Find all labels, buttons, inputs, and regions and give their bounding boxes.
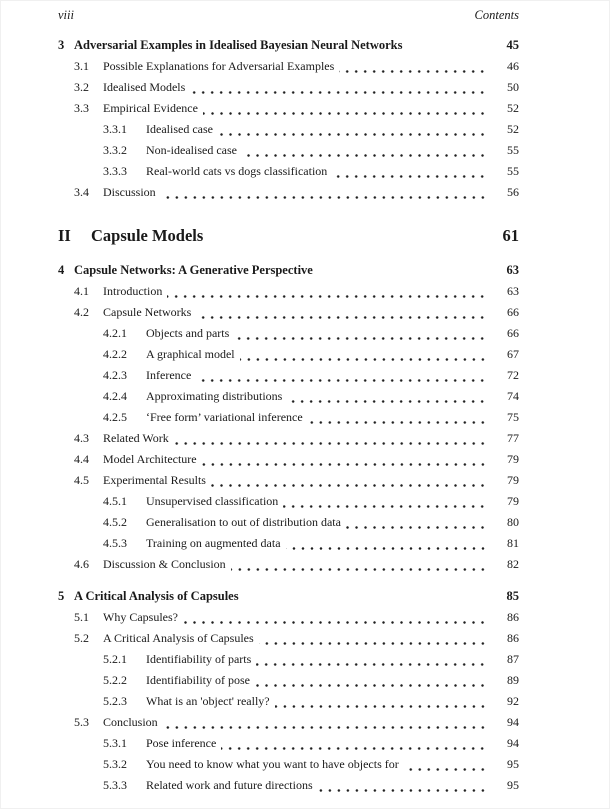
toc-entry-3.3.1[interactable] bbox=[58, 119, 519, 140]
dot-leader-icon bbox=[196, 365, 487, 386]
toc-entry-4.2.4[interactable] bbox=[58, 386, 519, 407]
dot-leader-icon bbox=[163, 712, 487, 733]
dot-leader-icon bbox=[332, 161, 487, 182]
toc-entry-title: Introduction bbox=[103, 284, 163, 298]
toc-entry-title: Idealised Models bbox=[103, 80, 186, 94]
toc-entry-5.2[interactable] bbox=[58, 628, 519, 649]
toc-entry-4.2.3[interactable] bbox=[58, 365, 519, 386]
toc-entry-title: Empirical Evidence bbox=[103, 101, 198, 115]
toc-entry-number: 4 bbox=[58, 263, 65, 277]
toc-entry-5.3.1[interactable] bbox=[58, 733, 519, 754]
toc-entry-page: 66 bbox=[507, 326, 519, 340]
dot-leader-icon bbox=[318, 260, 487, 281]
toc-entry-number: 3.1 bbox=[74, 59, 89, 73]
toc-entry-page: 79 bbox=[507, 452, 519, 466]
toc-entry-page: 46 bbox=[507, 59, 519, 73]
dot-leader-icon bbox=[231, 554, 487, 575]
toc-entry-title: Training on augmented data bbox=[146, 536, 281, 550]
dot-leader-icon bbox=[218, 119, 487, 140]
toc-entry-number: 5.2.1 bbox=[103, 652, 127, 666]
dot-leader-icon bbox=[255, 670, 487, 691]
toc-entry-number: 4.2.1 bbox=[103, 326, 127, 340]
toc-entry-4.2.2[interactable] bbox=[58, 344, 519, 365]
toc-entry-title: Discussion & Conclusion bbox=[103, 557, 226, 571]
toc-entry-4.5.1[interactable] bbox=[58, 491, 519, 512]
toc-entry-5[interactable] bbox=[58, 586, 519, 607]
toc-entry-title: You need to know what you want to have objects for bbox=[146, 757, 399, 771]
toc-entry-page: 87 bbox=[507, 652, 519, 666]
dot-leader-icon bbox=[259, 628, 487, 649]
toc-entry-4.5[interactable] bbox=[58, 470, 519, 491]
toc-entry-title: Pose inference bbox=[146, 736, 217, 750]
page-number-roman: viii bbox=[58, 8, 74, 22]
toc-entry-4.2.1[interactable] bbox=[58, 323, 519, 344]
toc-entry-number: 3 bbox=[58, 38, 65, 52]
toc-entry-title: A graphical model bbox=[146, 347, 235, 361]
dot-leader-icon bbox=[221, 733, 487, 754]
toc-entry-page: 52 bbox=[507, 122, 519, 136]
toc-entry-number: 3.4 bbox=[74, 185, 89, 199]
toc-entry-4.2[interactable] bbox=[58, 302, 519, 323]
toc-entry-number: 5.2.3 bbox=[103, 694, 127, 708]
running-header bbox=[58, 7, 519, 23]
toc-entry-title: Inference bbox=[146, 368, 192, 382]
toc-entry-page: 80 bbox=[507, 515, 519, 529]
toc-entry-title: Unsupervised classification bbox=[146, 494, 279, 508]
dot-leader-icon bbox=[240, 344, 487, 365]
toc-entry-4.4[interactable] bbox=[58, 449, 519, 470]
toc-entry-title: Capsule Networks bbox=[103, 305, 192, 319]
toc-entry-title: ‘Free form’ variational inference bbox=[146, 410, 303, 424]
toc-entry-4.2.5[interactable] bbox=[58, 407, 519, 428]
toc-entry-title: A Critical Analysis of Capsules bbox=[103, 631, 254, 645]
toc-entry-number: 4.2.2 bbox=[103, 347, 127, 361]
toc-entry-page: 55 bbox=[507, 143, 519, 157]
toc-entry-number: 5.3.2 bbox=[103, 757, 127, 771]
toc-entry-title: Discussion bbox=[103, 185, 156, 199]
toc-entry-page: 67 bbox=[507, 347, 519, 361]
toc-entry-5.2.3[interactable] bbox=[58, 691, 519, 712]
dot-leader-icon bbox=[346, 512, 487, 533]
toc-entry-page: 94 bbox=[507, 736, 519, 750]
toc-entry-number: 4.2 bbox=[74, 305, 89, 319]
toc-entry-page: 52 bbox=[507, 101, 519, 115]
toc-entry-4[interactable] bbox=[58, 260, 519, 281]
dot-leader-icon bbox=[339, 56, 487, 77]
dot-leader-icon bbox=[202, 449, 487, 470]
toc-entry-title: Capsule Networks: A Generative Perspective bbox=[74, 263, 313, 277]
toc-entry-page: 86 bbox=[507, 631, 519, 645]
toc-entry-5.3.3[interactable] bbox=[58, 775, 519, 796]
toc-entry-title: Identifiability of pose bbox=[146, 673, 250, 687]
toc-entry-number: II bbox=[58, 226, 71, 245]
toc-entry-number: 4.2.3 bbox=[103, 368, 127, 382]
toc-entry-4.3[interactable] bbox=[58, 428, 519, 449]
toc-entry-title: Model Architecture bbox=[103, 452, 197, 466]
toc-entry-3.3[interactable] bbox=[58, 98, 519, 119]
toc-entry-title: Capsule Models bbox=[91, 226, 204, 245]
toc-entry-5.3.2[interactable] bbox=[58, 754, 519, 775]
dot-leader-icon bbox=[287, 386, 487, 407]
toc-entry-page: 95 bbox=[507, 757, 519, 771]
toc-entry-title: Idealised case bbox=[146, 122, 213, 136]
toc-entry-page: 94 bbox=[507, 715, 519, 729]
dot-leader-icon bbox=[242, 140, 487, 161]
toc-entry-title: What is an 'object' really? bbox=[146, 694, 270, 708]
toc-entry-page: 86 bbox=[507, 610, 519, 624]
toc-entry-number: 5.3.1 bbox=[103, 736, 127, 750]
dot-leader-icon bbox=[161, 182, 487, 203]
dot-leader-icon bbox=[275, 691, 487, 712]
toc-entry-3.1[interactable] bbox=[58, 56, 519, 77]
dot-leader-icon bbox=[208, 223, 487, 249]
dot-leader-icon bbox=[203, 98, 487, 119]
toc-entry-title: Related work and future directions bbox=[146, 778, 313, 792]
toc-entry-number: 5.3.3 bbox=[103, 778, 127, 792]
toc-entry-4.1[interactable] bbox=[58, 281, 519, 302]
dot-leader-icon bbox=[183, 607, 487, 628]
toc-entry-title: A Critical Analysis of Capsules bbox=[74, 589, 239, 603]
toc-entry-title: Identifiability of parts bbox=[146, 652, 252, 666]
toc-entry-number: 4.6 bbox=[74, 557, 89, 571]
toc-entry-title: Possible Explanations for Adversarial Examples bbox=[103, 59, 335, 73]
toc-entry-4.5.3[interactable] bbox=[58, 533, 519, 554]
toc-entry-number: 5.1 bbox=[74, 610, 89, 624]
toc-entry-page: 81 bbox=[507, 536, 519, 550]
toc-entry-title: Approximating distributions bbox=[146, 389, 283, 403]
dot-leader-icon bbox=[308, 407, 487, 428]
toc-entry-page: 79 bbox=[507, 473, 519, 487]
header-contents-label: Contents bbox=[474, 8, 519, 22]
toc-entry-5.2.2[interactable] bbox=[58, 670, 519, 691]
toc-entry-page: 72 bbox=[507, 368, 519, 382]
dot-leader-icon bbox=[404, 754, 487, 775]
toc-entry-number: 4.5.3 bbox=[103, 536, 127, 550]
toc-entry-page: 92 bbox=[507, 694, 519, 708]
dot-leader-icon bbox=[283, 491, 487, 512]
toc-entry-title: Non-idealised case bbox=[146, 143, 237, 157]
toc-entry-page: 56 bbox=[507, 185, 519, 199]
toc-entry-number: 4.2.4 bbox=[103, 389, 127, 403]
toc-entry-ii[interactable] bbox=[58, 223, 519, 249]
toc-entry-page: 95 bbox=[507, 778, 519, 792]
toc-entry-title: Objects and parts bbox=[146, 326, 230, 340]
toc-entry-title: Adversarial Examples in Idealised Bayesian Neural Networks bbox=[74, 38, 403, 52]
dot-leader-icon bbox=[211, 470, 487, 491]
toc-entry-page: 45 bbox=[506, 38, 519, 52]
toc-entry-number: 5.2 bbox=[74, 631, 89, 645]
toc-entry-number: 3.3.3 bbox=[103, 164, 127, 178]
toc-entry-3.3.3[interactable] bbox=[58, 161, 519, 182]
toc-entry-5.2.1[interactable] bbox=[58, 649, 519, 670]
toc-entry-number: 4.2.5 bbox=[103, 410, 127, 424]
toc-entry-page: 75 bbox=[507, 410, 519, 424]
toc-entry-page: 79 bbox=[507, 494, 519, 508]
toc-entry-page: 55 bbox=[507, 164, 519, 178]
toc-entry-page: 82 bbox=[507, 557, 519, 571]
dot-leader-icon bbox=[234, 323, 487, 344]
toc-entry-title: Related Work bbox=[103, 431, 169, 445]
toc-entry-page: 50 bbox=[507, 80, 519, 94]
toc-entry-page: 74 bbox=[507, 389, 519, 403]
toc-entry-number: 5.3 bbox=[74, 715, 89, 729]
toc-entry-number: 4.5 bbox=[74, 473, 89, 487]
toc-entry-number: 5 bbox=[58, 589, 65, 603]
dot-leader-icon bbox=[167, 281, 487, 302]
dot-leader-icon bbox=[407, 35, 487, 56]
toc-entry-title: Why Capsules? bbox=[103, 610, 178, 624]
toc-entry-title: Experimental Results bbox=[103, 473, 206, 487]
toc-entry-title: Generalisation to out of distribution data bbox=[146, 515, 341, 529]
toc-entry-number: 4.5.1 bbox=[103, 494, 127, 508]
toc-entry-page: 61 bbox=[502, 226, 519, 245]
toc-entry-number: 3.3.2 bbox=[103, 143, 127, 157]
toc-entry-title: Real-world cats vs dogs classification bbox=[146, 164, 328, 178]
toc-entry-number: 3.2 bbox=[74, 80, 89, 94]
toc-entry-number: 4.1 bbox=[74, 284, 89, 298]
toc-entry-4.6[interactable] bbox=[58, 554, 519, 575]
toc-entry-5.3[interactable] bbox=[58, 712, 519, 733]
toc-entry-number: 4.3 bbox=[74, 431, 89, 445]
toc-entry-page: 89 bbox=[507, 673, 519, 687]
dot-leader-icon bbox=[244, 586, 487, 607]
toc-entry-page: 63 bbox=[506, 263, 519, 277]
toc-entry-page: 63 bbox=[507, 284, 519, 298]
toc-entry-3.2[interactable] bbox=[58, 77, 519, 98]
toc-entry-4.5.2[interactable] bbox=[58, 512, 519, 533]
table-of-contents bbox=[58, 35, 519, 796]
toc-entry-page: 66 bbox=[507, 305, 519, 319]
dot-leader-icon bbox=[190, 77, 487, 98]
toc-entry-3.3.2[interactable] bbox=[58, 140, 519, 161]
toc-entry-page: 77 bbox=[507, 431, 519, 445]
toc-entry-number: 3.3 bbox=[74, 101, 89, 115]
dot-leader-icon bbox=[174, 428, 487, 449]
dot-leader-icon bbox=[196, 302, 487, 323]
toc-entry-page: 85 bbox=[506, 589, 519, 603]
dot-leader-icon bbox=[286, 533, 487, 554]
toc-entry-number: 3.3.1 bbox=[103, 122, 127, 136]
toc-entry-title: Conclusion bbox=[103, 715, 158, 729]
dot-leader-icon bbox=[256, 649, 487, 670]
toc-entry-number: 5.2.2 bbox=[103, 673, 127, 687]
toc-entry-5.1[interactable] bbox=[58, 607, 519, 628]
toc-entry-3[interactable] bbox=[58, 35, 519, 56]
toc-entry-number: 4.4 bbox=[74, 452, 89, 466]
toc-entry-number: 4.5.2 bbox=[103, 515, 127, 529]
toc-entry-3.4[interactable] bbox=[58, 182, 519, 203]
dot-leader-icon bbox=[318, 775, 487, 796]
